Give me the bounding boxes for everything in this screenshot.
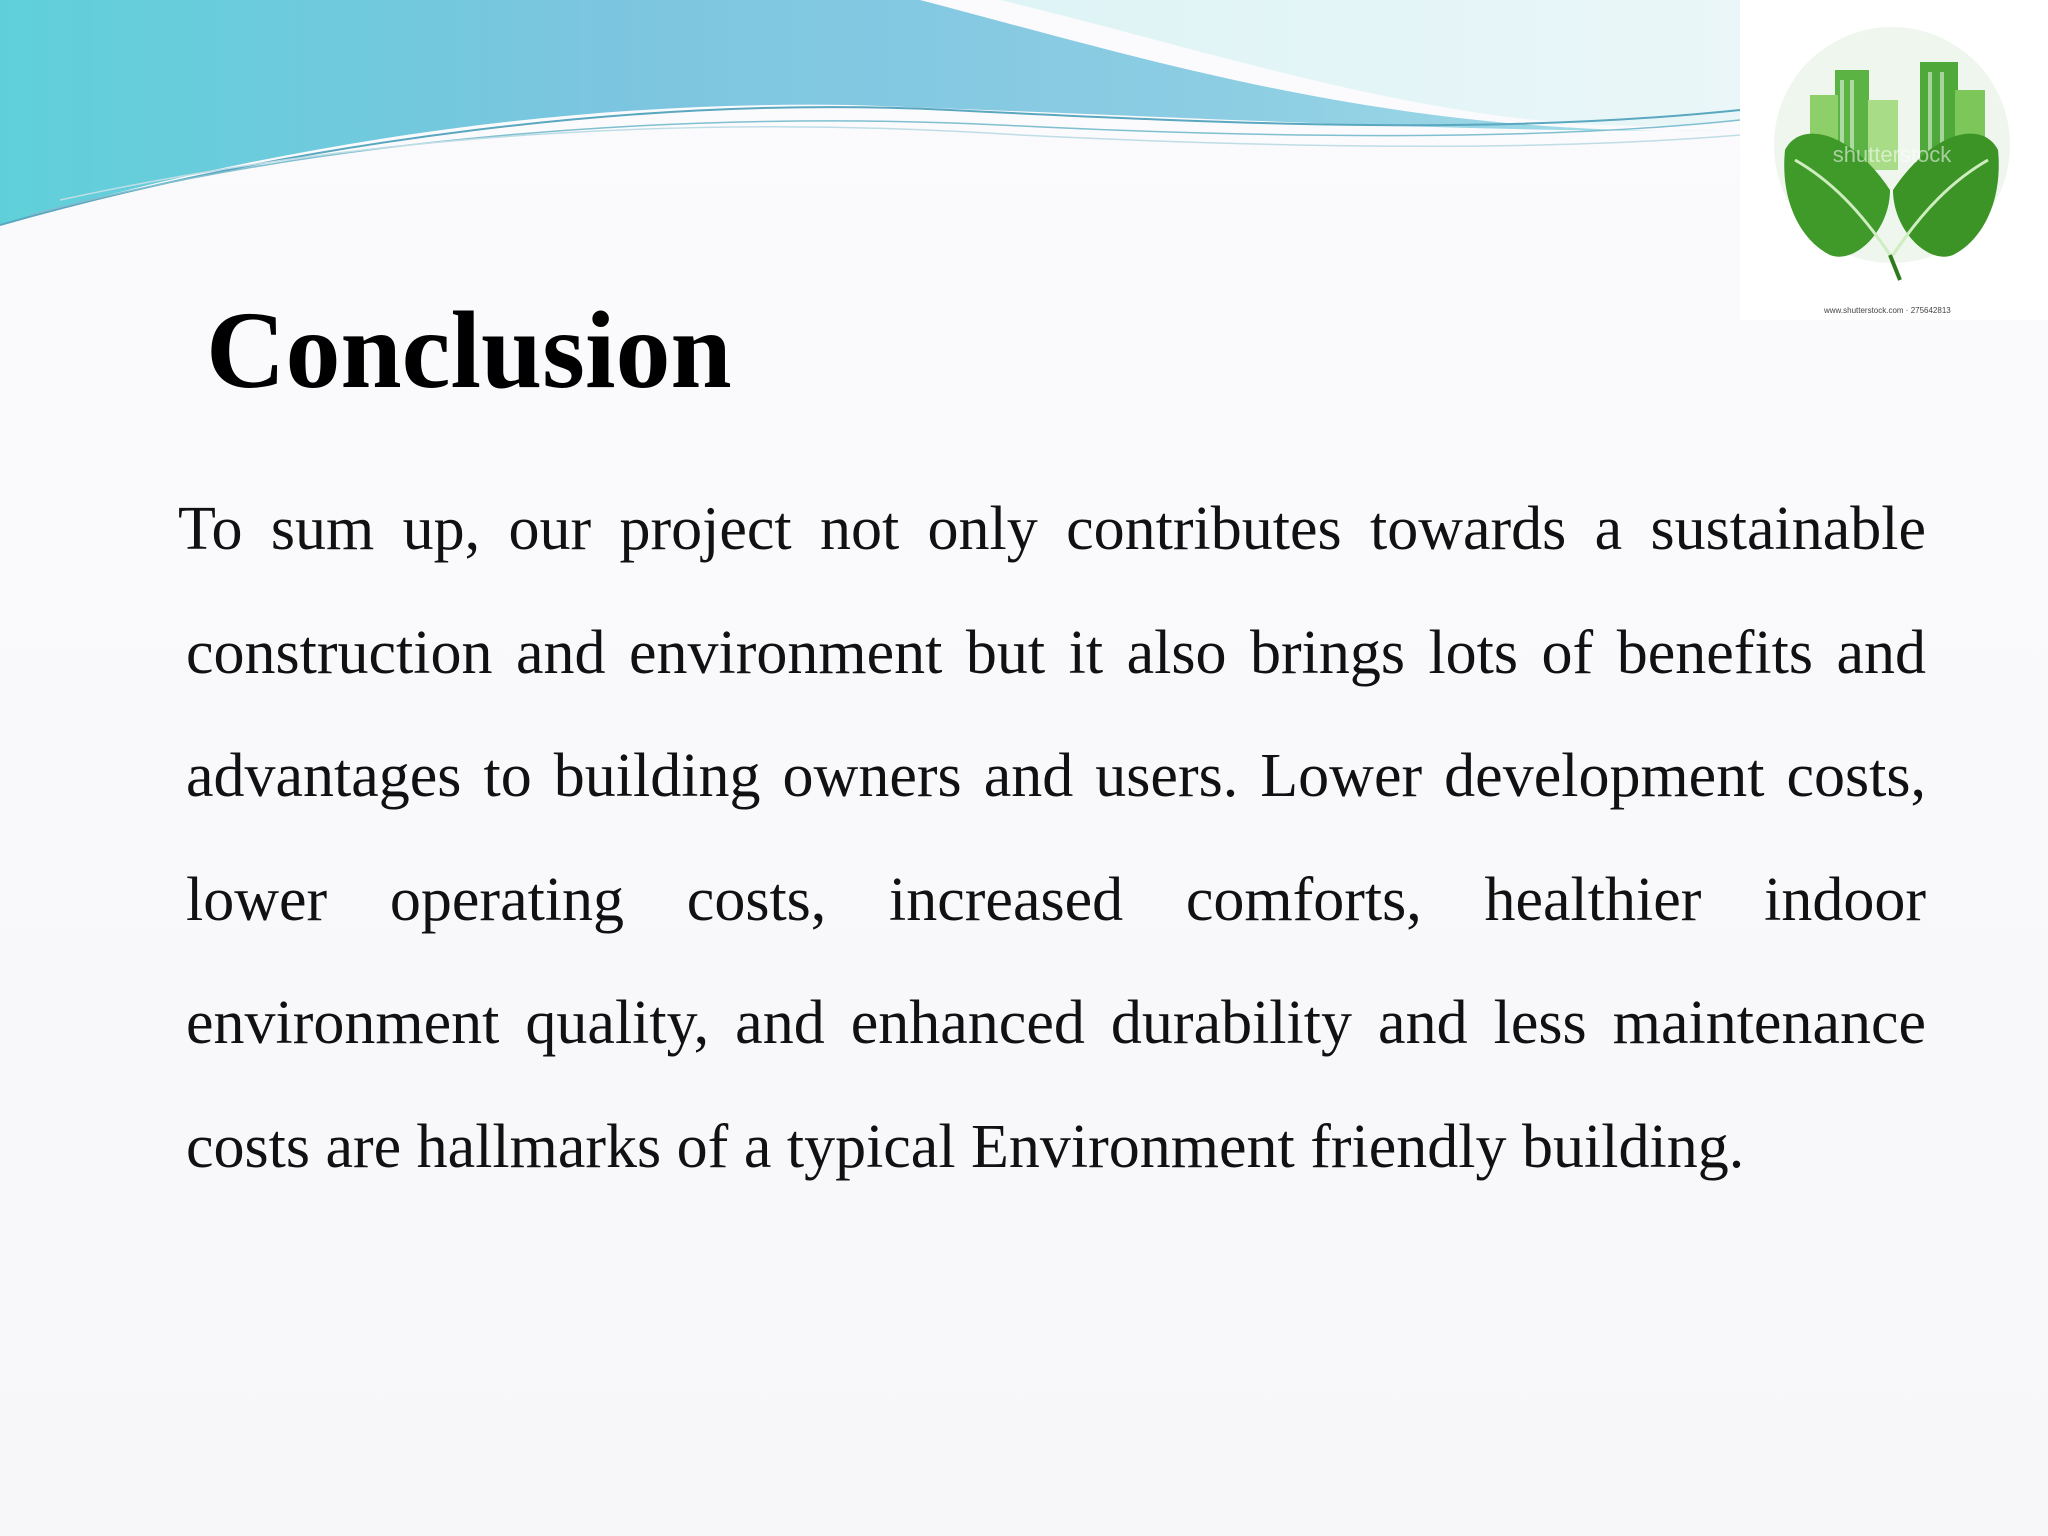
- logo-credit: www.shutterstock.com · 275642813: [1824, 306, 1951, 315]
- conclusion-paragraph: To sum up, our project not only contributes towards a sustainable construction and environment but it also brings lots of benefits and advantages to building owners and users. Lower development costs, lower operating costs, increased comforts, healthier indoor environment quality, and enhanced durability and less maintenance costs are hallmarks of a typical Environment friendly building.: [178, 495, 1926, 1181]
- watermark-text: shutterstock: [1832, 142, 1952, 167]
- slide-title: Conclusion: [206, 289, 732, 411]
- green-building-leaf-icon: [1740, 0, 2048, 310]
- green-building-logo: [1740, 0, 2048, 320]
